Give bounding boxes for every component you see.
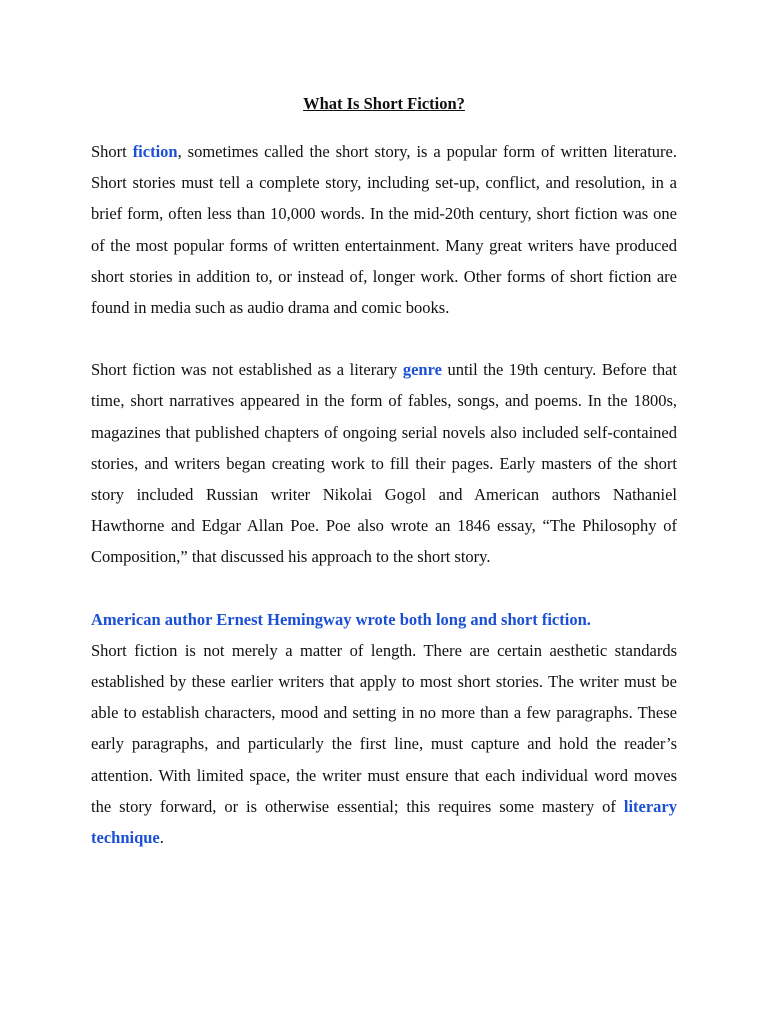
link-genre[interactable]: genre bbox=[402, 360, 442, 380]
paragraph-3-text-end: . bbox=[159, 828, 164, 848]
document-page bbox=[91, 93, 677, 853]
paragraph-2 bbox=[91, 354, 677, 572]
link-literary-technique[interactable]: literary technique bbox=[91, 796, 677, 848]
paragraph-1 bbox=[91, 136, 677, 323]
paragraph-3-text-start: Short fiction is not merely a matter of length. There are certain aesthetic standards established by these earlier writers that apply to most short stories. The writer must be able to establish characters, mood and setting in no more than a few paragraphs. These early paragraphs, and particularly the first line, must capture and hold the reader’s attention. With limited space, the writer must ensure that each individual word moves the story forward, or is otherwise essential; this requires some mastery of bbox=[91, 640, 677, 816]
paragraph-2-text-start: Short fiction was not established as a literary bbox=[91, 360, 403, 380]
paragraph-1-text-start: Short bbox=[91, 142, 133, 161]
paragraph-2-text-end: until the 19th century. Before that time, short narratives appeared in the form of fables, songs, and poems. In the 1800s, magazines that published chapters of ongoing serial novels also included self-contained stories, and writers began creating work to fill their pages. Early masters of the short story included Russian writer Nikolai Gogol and American authors Nathaniel Hawthorne and Edgar Allan Poe. Poe also wrote an 1846 essay, “The Philosophy of Composition,” that discussed his approach to the short story. bbox=[91, 360, 677, 567]
link-fiction[interactable]: fiction bbox=[132, 142, 178, 161]
image-caption[interactable]: American author Ernest Hemingway wrote both long and short fiction. bbox=[91, 609, 591, 629]
paragraph-3 bbox=[91, 635, 677, 853]
document-title: What Is Short Fiction? bbox=[303, 94, 465, 113]
paragraph-1-text-end: , sometimes called the short story, is a popular form of written literature. Short stories must tell a complete story, including set-up, conflict, and resolution, in a brief form, often less than 10,000 words. In the mid-20th century, short fiction was one of the most popular forms of written entertainment. Many great writers have produced short stories in addition to, or instead of, longer work. Other forms of short fiction are found in media such as audio drama and comic books. bbox=[91, 142, 677, 318]
